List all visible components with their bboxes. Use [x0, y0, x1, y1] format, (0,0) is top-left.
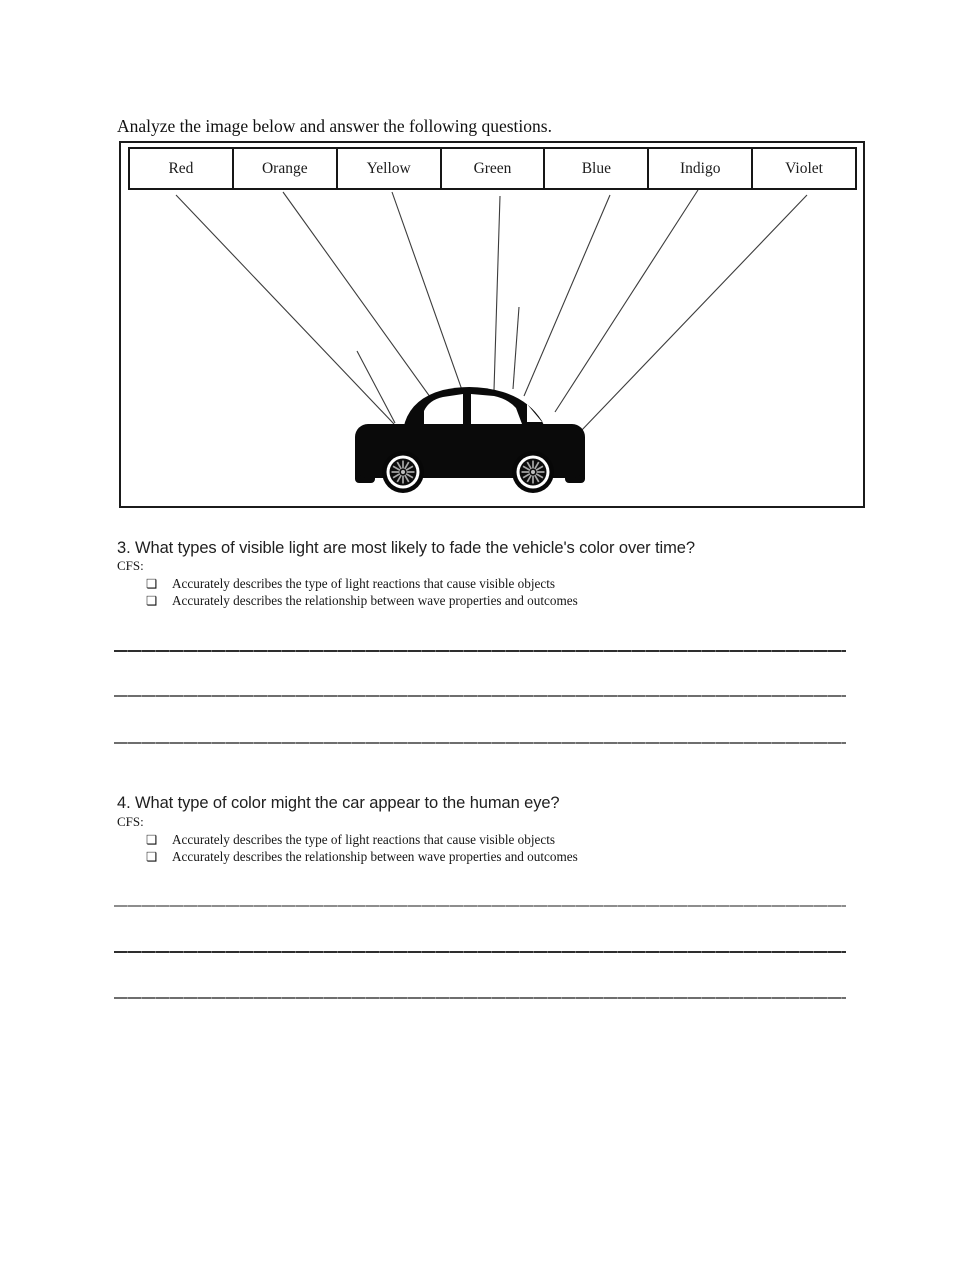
- car-silhouette: [355, 387, 585, 493]
- question-3-heading: 3. What types of visible light are most likely to fade the vehicle's color over time?: [117, 539, 695, 557]
- question-4-heading: 4. What type of color might the car appear to the human eye?: [117, 794, 560, 812]
- spectrum-cell-yellow: Yellow: [336, 147, 442, 190]
- checkbox-icon: ❏: [146, 850, 158, 864]
- spectrum-cell-indigo: Indigo: [647, 147, 753, 190]
- ray-yellow: [392, 192, 462, 390]
- question-4-criterion-2: [146, 848, 786, 866]
- spectrum-cell-orange: Orange: [232, 147, 338, 190]
- ray-green: [494, 196, 500, 390]
- checkbox-icon: ❏: [146, 833, 158, 847]
- spectrum-car-figure: [119, 141, 865, 508]
- spectrum-cell-blue: Blue: [543, 147, 649, 190]
- criterion-text: Accurately describes the relationship between wave properties and outcomes: [172, 593, 578, 608]
- question-3-answer-line-2[interactable]: [114, 695, 846, 697]
- light-rays-car-diagram: [121, 143, 863, 506]
- question-4-answer-line-1[interactable]: [114, 905, 846, 907]
- criterion-text: Accurately describes the type of light reactions that cause visible objects: [172, 832, 556, 847]
- checkbox-icon: ❏: [146, 577, 158, 591]
- question-4-answer-line-3[interactable]: [114, 997, 846, 999]
- question-3-cfs-label: CFS:: [117, 558, 144, 573]
- question-4-criterion-1: [146, 831, 786, 849]
- ray-orange: [283, 192, 433, 401]
- spectrum-cell-violet: Violet: [751, 147, 857, 190]
- ray-violet: [580, 195, 807, 432]
- page-instruction: Analyze the image below and answer the following questions.: [117, 116, 552, 136]
- question-3-criterion-2: [146, 592, 786, 610]
- car-rear-wheel: [512, 451, 554, 493]
- ray-blue: [524, 195, 610, 396]
- ray-red: [176, 195, 394, 424]
- spectrum-label-table: [128, 147, 857, 190]
- spectrum-cell-green: Green: [440, 147, 546, 190]
- question-4-cfs-label: CFS:: [117, 814, 144, 829]
- checkbox-icon: ❏: [146, 594, 158, 608]
- criterion-text: Accurately describes the type of light reactions that cause visible objects: [172, 576, 556, 591]
- criterion-text: Accurately describes the relationship between wave properties and outcomes: [172, 849, 578, 864]
- question-4-answer-line-2[interactable]: [114, 951, 846, 953]
- ray-short-left: [357, 351, 395, 423]
- question-3-answer-line-3[interactable]: [114, 742, 846, 744]
- spectrum-cell-red: Red: [128, 147, 234, 190]
- car-front-wheel: [382, 451, 424, 493]
- question-3-answer-line-1[interactable]: [114, 650, 846, 652]
- ray-indigo: [555, 190, 698, 412]
- question-3-criterion-1: [146, 575, 786, 593]
- ray-short-center: [513, 307, 519, 389]
